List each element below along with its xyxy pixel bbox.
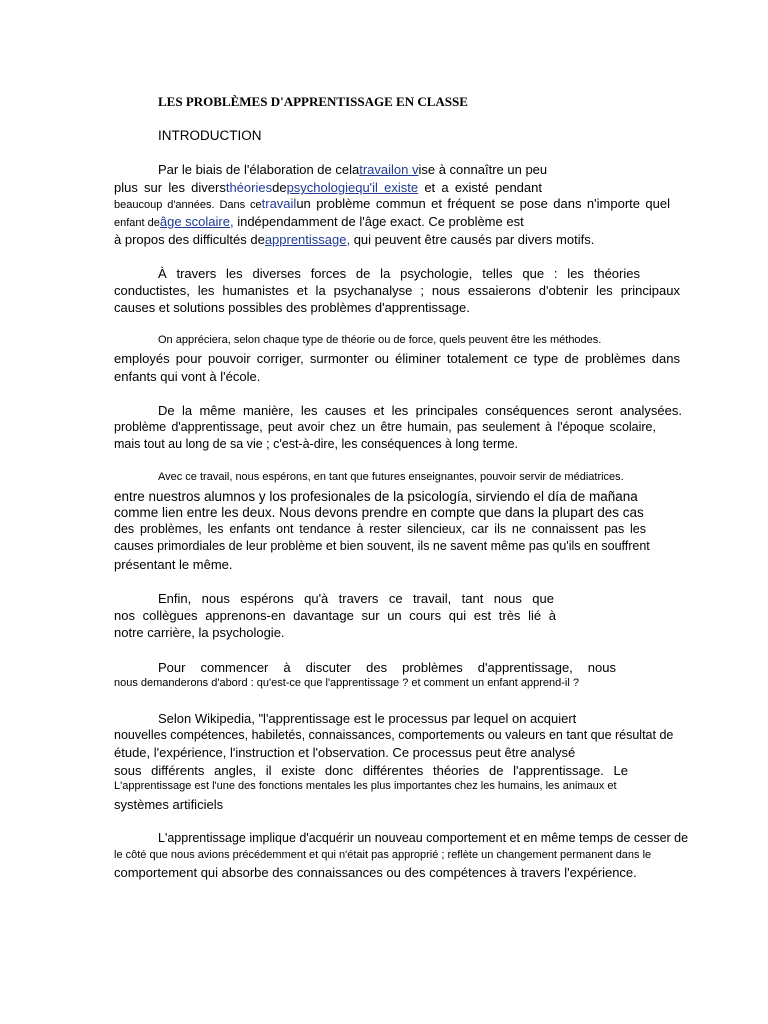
p5-line-4: des problèmes, les enfants ont tendance à rester silencieux, car ils ne connaissent pas les [114,522,646,536]
p1-text: indépendamment de l'âge exact. Ce problème est [233,214,524,229]
p8-line-5: L'apprentissage est l'une des fonctions mentales les plus importantes chez les humains, les animaux et [114,780,617,792]
p6-line-3: notre carrière, la psychologie. [114,625,285,640]
p5-line-5: causes primordiales de leur problème et bien souvent, ils ne savent même pas qu'ils en souffrent [114,539,650,553]
p5-line-2: entre nuestros alumnos y los profesionales de la psicología, sirviendo el día de mañana [114,489,638,504]
p1-line-4 [114,214,524,229]
p1-text: Par le biais de l'élaboration de cela [158,162,360,177]
p2-line-3: causes et solutions possibles des problèmes d'apprentissage. [114,300,470,315]
p9-line-1: L'apprentissage implique d'acquérir un nouveau comportement et en même temps de cesser de [158,831,689,845]
p4-line-1: De la même manière, les causes et les principales conséquences seront analysées. [158,403,682,418]
link-travail-2[interactable]: travail [261,196,297,211]
p5-line-1: Avec ce travail, nous espérons, en tant que futures enseignantes, pouvoir servir de médiatrices. [158,471,624,483]
p3-line-2: employés pour pouvoir corriger, surmonter ou éliminer totalement ce type de problèmes dans [114,351,680,366]
p2-line-2: conductistes, les humanistes et la psychanalyse ; nous essaierons d'obtenir les principaux [114,283,680,298]
p3-line-1: On appréciera, selon chaque type de théorie ou de force, quels peuvent être les méthodes. [158,334,602,346]
p8-line-1: Selon Wikipedia, "l'apprentissage est le processus par lequel on acquiert [158,711,577,726]
p1-line-3 [114,196,670,211]
p6-line-2: nos collègues apprenons-en davantage sur un cours qui est très lié à [114,608,556,623]
section-heading-introduction: INTRODUCTION [158,128,262,143]
p1-text: qui peuvent être causés par divers motifs. [350,232,595,247]
p1-text: enfant de [114,217,160,229]
p1-text: à propos des difficultés de [114,232,265,247]
link-quil-existe[interactable]: qu'il existe [355,180,419,195]
p8-line-3: étude, l'expérience, l'instruction et l'observation. Ce processus peut être analysé [114,745,576,760]
p5-line-3: comme lien entre les deux. Nous devons prendre en compte que dans la plupart des cas [114,505,644,520]
p5-line-6: présentant le même. [114,557,233,572]
p8-line-6: systèmes artificiels [114,797,224,812]
p4-line-2: problème d'apprentissage, peut avoir chez un être humain, pas seulement à l'époque scolaire, [114,420,656,434]
link-travail[interactable]: travailon v [359,162,419,177]
p1-text: et a existé pendant [418,180,542,195]
p1-text: ise à connaître un peu [418,162,548,177]
p1-text: de [272,180,287,195]
p1-line-1 [158,162,547,177]
p2-line-1: À travers les diverses forces de la psychologie, telles que : les théories [158,266,640,281]
p9-line-3: comportement qui absorbe des connaissances ou des compétences à travers l'expérience. [114,865,637,880]
link-theories[interactable]: théories [225,180,273,195]
p4-line-3: mais tout au long de sa vie ; c'est-à-dire, les conséquences à long terme. [114,437,518,451]
p8-line-2: nouvelles compétences, habiletés, connaissances, comportements ou valeurs en tant que résultat de [114,728,674,742]
p7-line-2: nous demanderons d'abord : qu'est-ce que l'apprentissage ? et comment un enfant apprend-il ? [114,677,579,689]
p1-text: un problème commun et fréquent se pose dans n'importe quel [296,196,670,211]
p1-line-5 [114,232,594,247]
p1-text: beaucoup d'années. Dans ce [114,199,262,211]
p1-line-2 [114,180,542,195]
p9-line-2: le côté que nous avions précédemment et qui n'était pas approprié ; reflète un changement permanent dans le [114,849,652,861]
p1-text: plus sur les divers [114,180,226,195]
document-title: LES PROBLÈMES D'APPRENTISSAGE EN CLASSE [158,94,468,109]
link-psychologie[interactable]: psychologie [286,180,356,195]
p3-line-3: enfants qui vont à l'école. [114,369,261,384]
p6-line-1: Enfin, nous espérons qu'à travers ce travail, tant nous que [158,591,554,606]
link-apprentissage[interactable]: apprentissage, [264,232,351,247]
p7-line-1: Pour commencer à discuter des problèmes d'apprentissage, nous [158,660,616,675]
p8-line-4: sous différents angles, il existe donc différentes théories de l'apprentissage. Le [114,763,628,778]
link-age-scolaire[interactable]: âge scolaire, [159,214,234,229]
